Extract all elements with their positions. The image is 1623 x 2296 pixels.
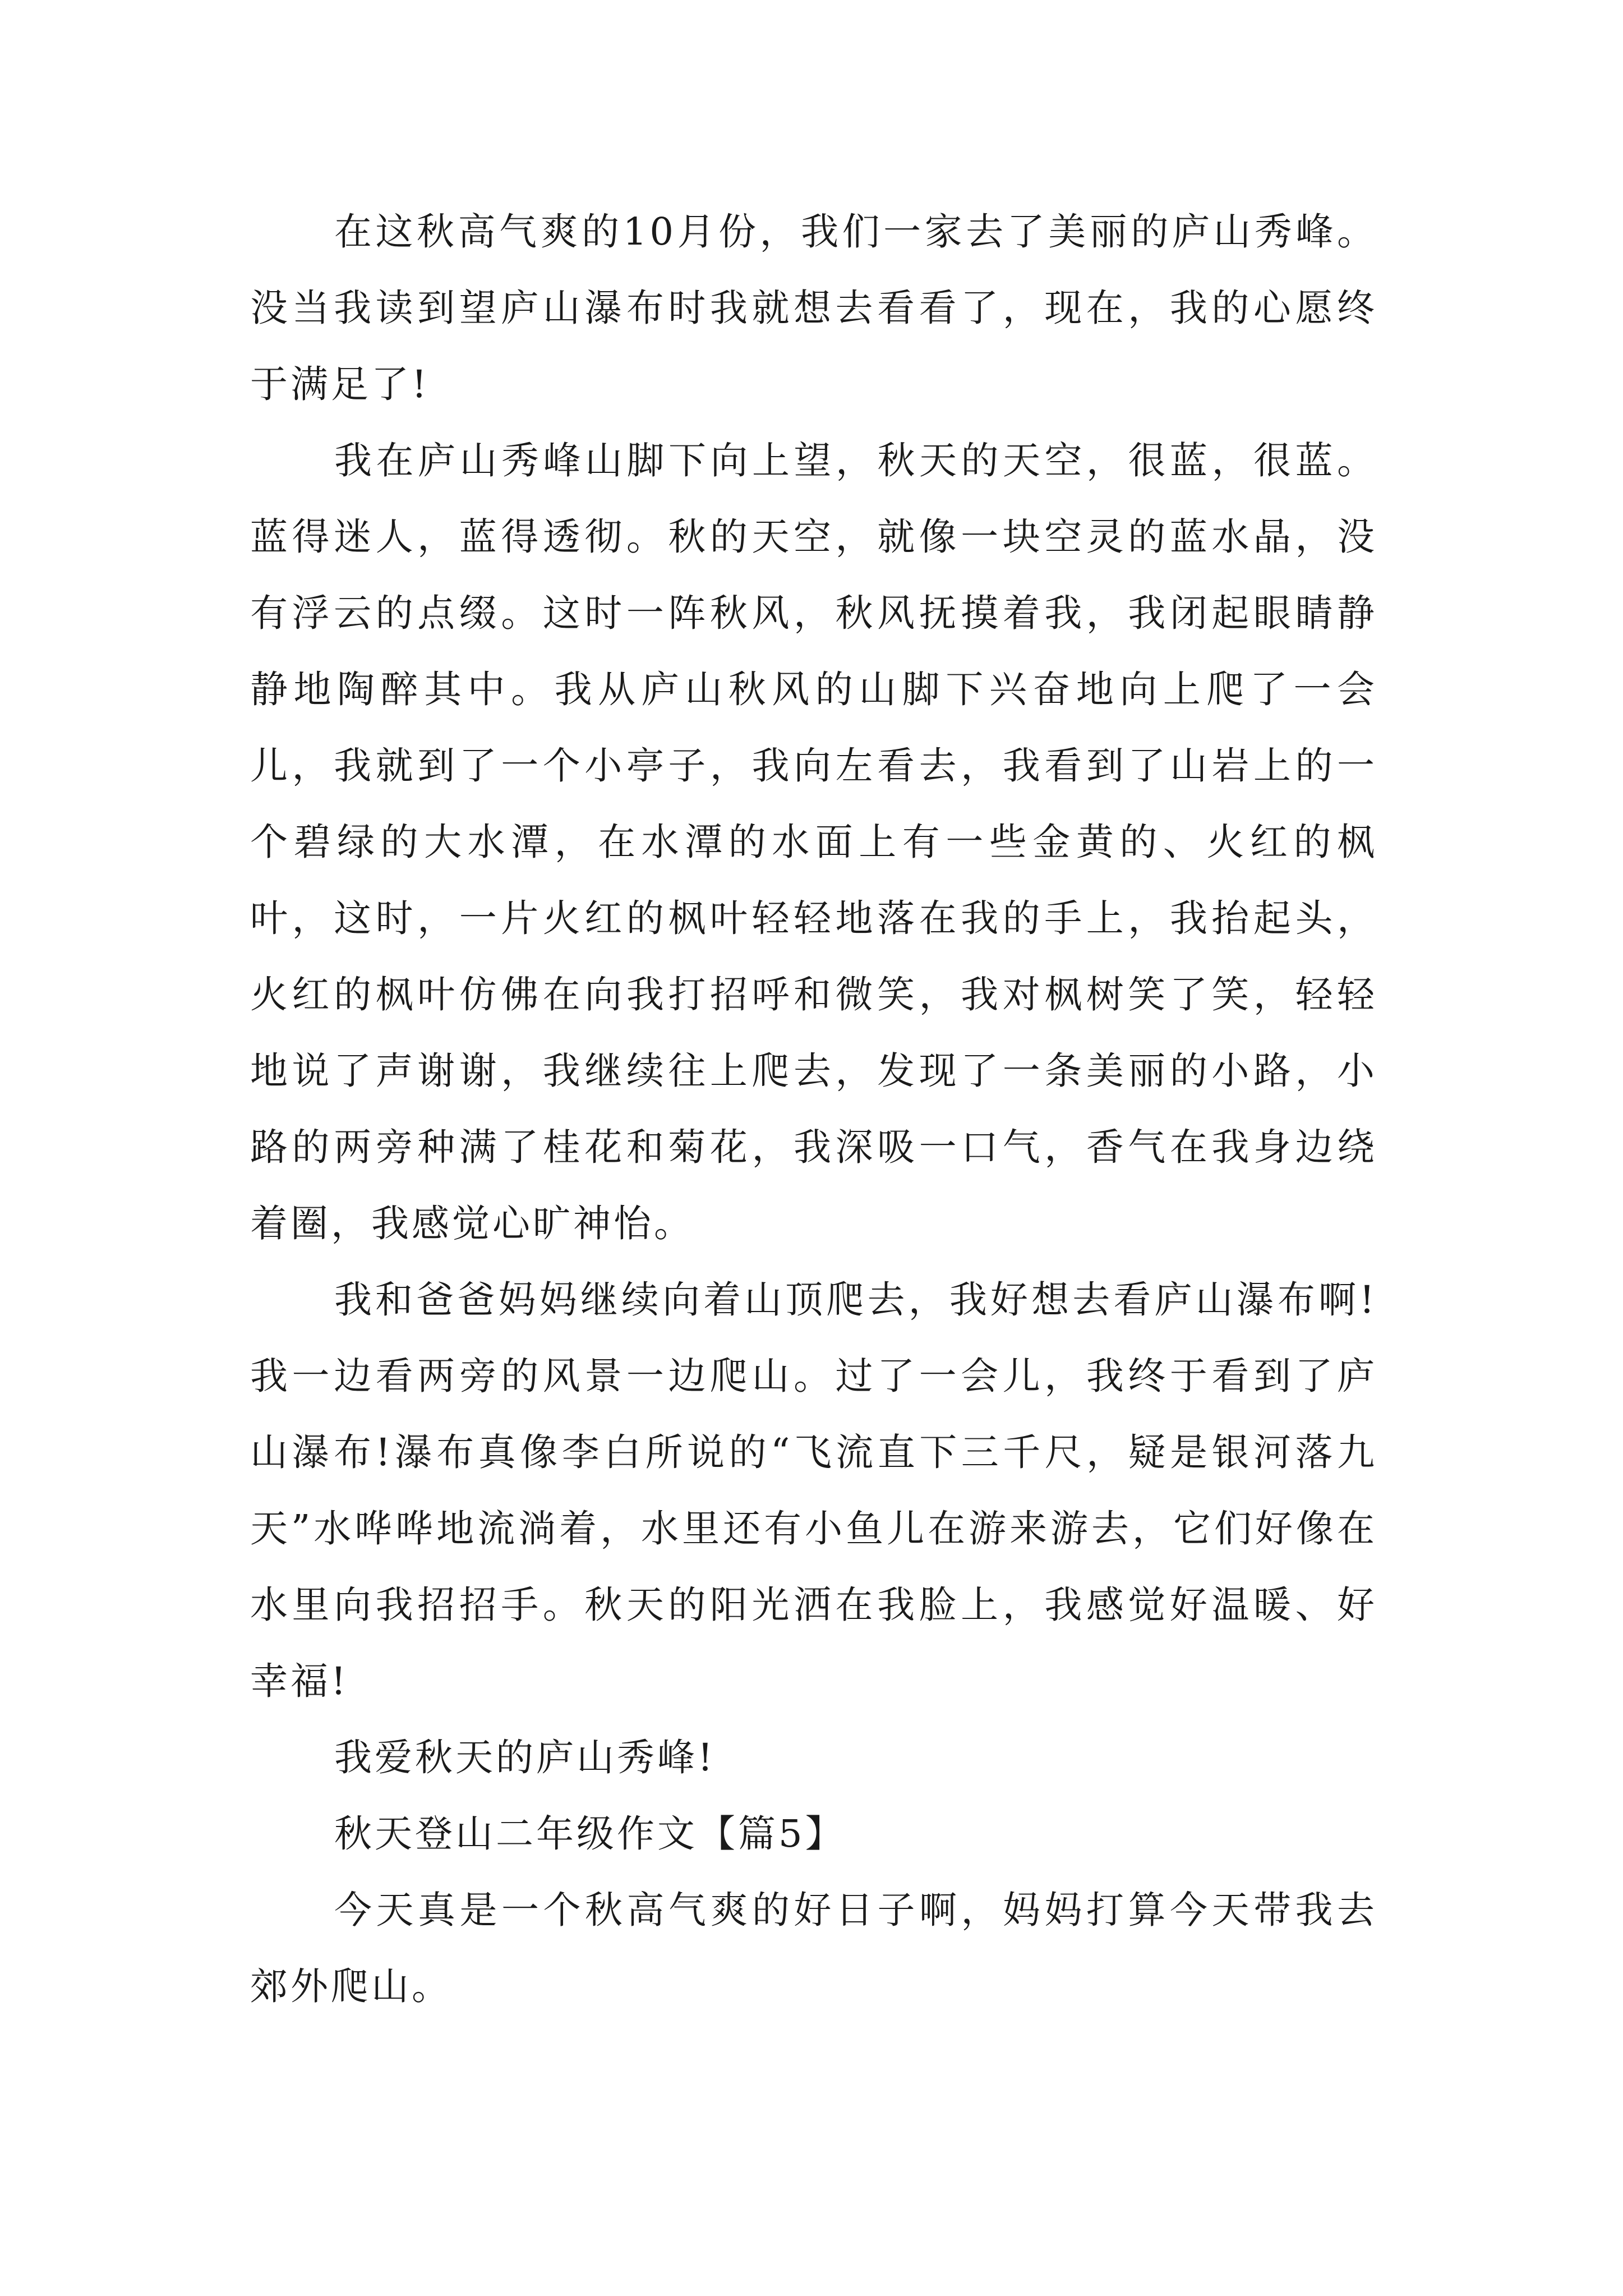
document-body	[250, 194, 1377, 2024]
paragraph-climb: 我在庐山秀峰山脚下向上望，秋天的天空，很蓝，很蓝。蓝得迷人，蓝得透彻。秋的天空，就像一块空灵的蓝水晶，没有浮云的点缀。这时一阵秋风，秋风抚摸着我，我闭起眼睛静静地陶醉其中。我从庐山秋风的山脚下兴奋地向上爬了一会儿，我就到了一个小亭子，我向左看去，我看到了山岩上的一个碧绿的大水潭，在水潭的水面上有一些金黄的、火红的枫叶，这时，一片火红的枫叶轻轻地落在我的手上，我抬起头，火红的枫叶仿佛在向我打招呼和微笑，我对枫树笑了笑，轻轻地说了声谢谢，我继续往上爬去，发现了一条美丽的小路，小路的两旁种满了桂花和菊花，我深吸一口气，香气在我身边绕着圈，我感觉心旷神怡。	[250, 439, 1377, 1245]
paragraph-next-essay: 今天真是一个秋高气爽的好日子啊，妈妈打算今天带我去郊外爬山。	[250, 1888, 1377, 2008]
paragraph-closing: 我爱秋天的庐山秀峰!	[334, 1736, 716, 1779]
paragraph-arrival: 在这秋高气爽的10月份，我们一家去了美丽的庐山秀峰。没当我读到望庐山瀑布时我就想去看看了，现在，我的心愿终于满足了!	[250, 210, 1377, 406]
section-heading: 秋天登山二年级作文【篇5】	[334, 1812, 846, 1856]
paragraph-waterfall: 我和爸爸妈妈继续向着山顶爬去，我好想去看庐山瀑布啊!我一边看两旁的风景一边爬山。过了一会儿，我终于看到了庐山瀑布!瀑布真像李白所说的“飞流直下三千尺，疑是银河落九天”水哗哗地流淌着，水里还有小鱼儿在游来游去，它们好像在水里向我招招手。秋天的阳光洒在我脸上，我感觉好温暖、好幸福!	[250, 1278, 1377, 1703]
